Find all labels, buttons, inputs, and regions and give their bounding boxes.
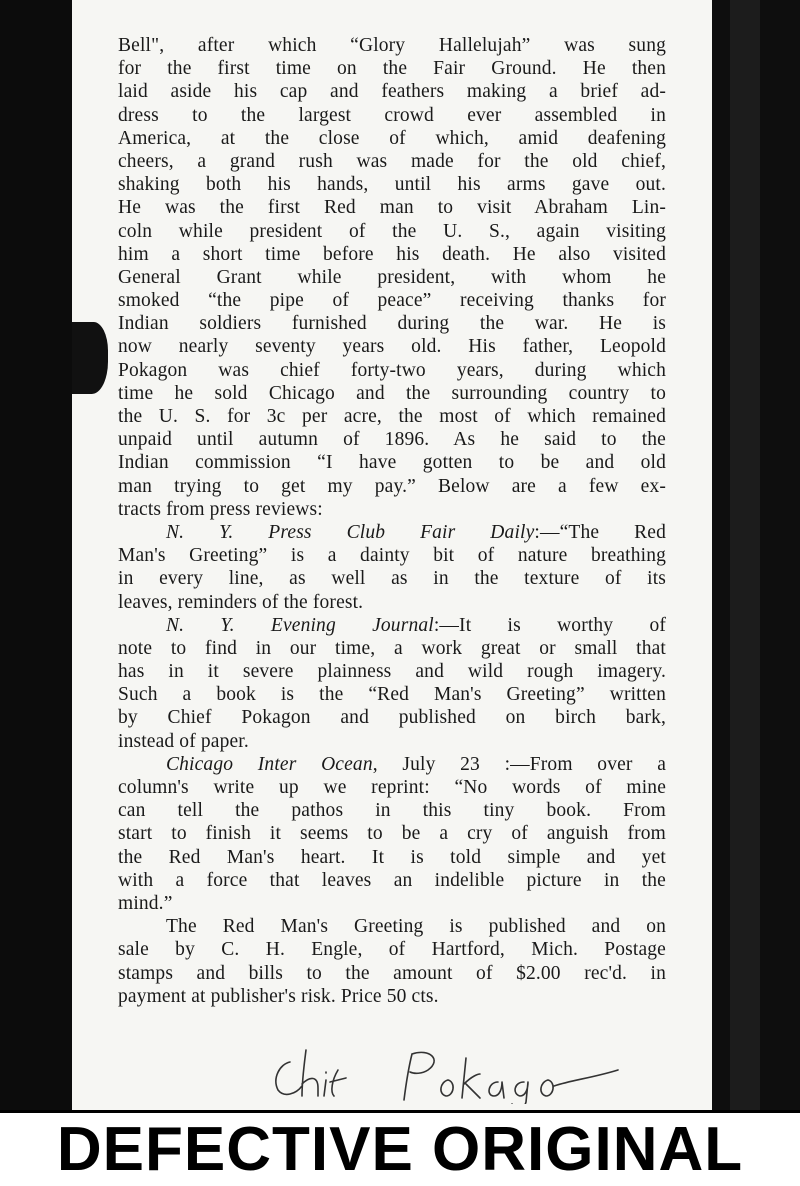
- text-line: tracts from press reviews:: [118, 498, 323, 520]
- review-source: N. Y. Evening Journal: [166, 614, 434, 636]
- text-line: laid aside his cap and feathers making a brief ad-: [118, 81, 666, 103]
- review-source: N. Y. Press Club Fair Daily: [166, 521, 535, 543]
- text-line: leaves, reminders of the forest.: [118, 591, 364, 613]
- text-line: instead of paper.: [118, 730, 249, 752]
- ink-blot-mark: [72, 322, 108, 394]
- text-line: with a force that leaves an indelible picture in the: [118, 869, 666, 891]
- text-line: man trying to get my pay.” Below are a few ex-: [118, 475, 666, 497]
- text-line: for the first time on the Fair Ground. He then: [118, 58, 666, 80]
- review-text: :—It is worthy of: [433, 614, 666, 636]
- review-first-line: [118, 614, 666, 637]
- text-line: now nearly seventy years old. His father, Leopold: [118, 336, 666, 358]
- text-line: Bell", after which “Glory Hallelujah” was sung: [118, 35, 666, 56]
- text-line: Pokagon was chief forty-two years, during which: [118, 359, 666, 381]
- review-text: :—“The Red: [534, 521, 666, 543]
- text-line: He was the first Red man to visit Abraham Lin-: [118, 197, 666, 219]
- text-line: cheers, a grand rush was made for the old chief,: [118, 150, 666, 172]
- text-line: smoked “the pipe of peace” receiving thanks for: [118, 290, 666, 312]
- scan-right-border: [712, 0, 800, 1110]
- text-line: General Grant while president, with whom he: [118, 266, 666, 288]
- text-line: unpaid until autumn of 1896. As he said to the: [118, 429, 666, 451]
- text-line: by Chief Pokagon and published on birch bark,: [118, 707, 666, 729]
- text-line: has in it severe plainness and wild rough imagery.: [118, 661, 666, 683]
- text-line: column's write up we reprint: “No words of mine: [118, 777, 666, 798]
- scan-left-border: [0, 0, 72, 1110]
- handwritten-signature: [262, 1040, 642, 1104]
- text-line: can tell the pathos in this tiny book. From: [118, 800, 666, 822]
- text-line: the Red Man's heart. It is told simple and yet: [118, 846, 666, 868]
- text-line: start to finish it seems to be a cry of anguish from: [118, 823, 666, 845]
- text-line: shaking both his hands, until his arms gave out.: [118, 174, 666, 196]
- text-line: mind.”: [118, 892, 173, 914]
- text-line: time he sold Chicago and the surrounding country to: [118, 382, 666, 404]
- defect-notice-label: DEFECTIVE ORIGINAL: [56, 1115, 744, 1184]
- text-line: payment at publisher's risk. Price 50 cts.: [118, 985, 439, 1007]
- text-line: dress to the largest crowd ever assembled in: [118, 104, 666, 126]
- review-text: , July 23 :—From over a: [372, 753, 666, 775]
- text-line: The Red Man's Greeting is published and on: [166, 916, 666, 938]
- text-line: Indian soldiers furnished during the war. He is: [118, 313, 666, 335]
- document-page: [72, 0, 712, 1110]
- review-first-line: [118, 521, 666, 544]
- review-source: Chicago Inter Ocean: [166, 753, 373, 775]
- text-line: him a short time before his death. He also visited: [118, 243, 666, 265]
- text-line: in every line, as well as in the texture of its: [118, 568, 666, 590]
- text-line: the U. S. for 3c per acre, the most of which remained: [118, 406, 666, 427]
- document-body: [118, 34, 666, 1008]
- text-line: Man's Greeting” is a dainty bit of nature breathing: [118, 545, 666, 567]
- scan-margin-strip: [730, 0, 760, 1110]
- text-line: Such a book is the “Red Man's Greeting” written: [118, 684, 666, 706]
- text-line: note to find in our time, a work great or small that: [118, 637, 666, 659]
- text-line: coln while president of the U. S., again visiting: [118, 220, 666, 242]
- text-line: stamps and bills to the amount of $2.00 rec'd. in: [118, 962, 666, 984]
- text-line: Indian commission “I have gotten to be and old: [118, 452, 666, 474]
- text-line: America, at the close of which, amid deafening: [118, 127, 666, 149]
- review-first-line: [118, 753, 666, 776]
- defect-notice-bar: [0, 1110, 800, 1186]
- text-line: sale by C. H. Engle, of Hartford, Mich. Postage: [118, 939, 666, 961]
